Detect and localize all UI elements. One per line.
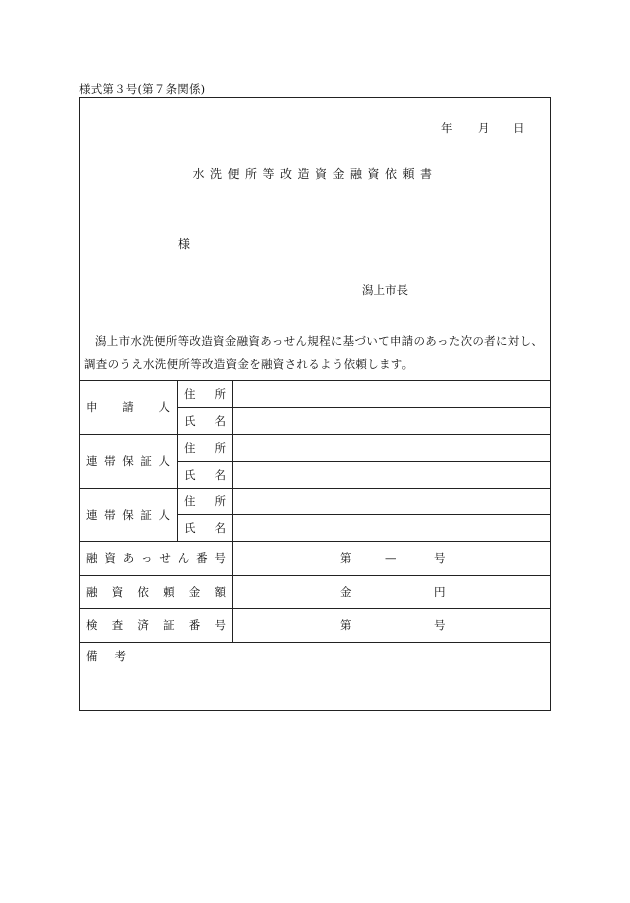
document-title: 水洗便所等改造資金融資依頼書 (192, 167, 438, 181)
applicant-label (86, 380, 170, 434)
column-rule (177, 380, 178, 541)
name-label: 氏 名 (184, 413, 226, 428)
date-year-label: 年 (441, 121, 453, 135)
form-number: 様式第３号(第７条関係) (79, 82, 206, 96)
loan-number-dash: — (385, 551, 397, 565)
address-label: 住 所 (184, 494, 226, 508)
request-body-text: 潟上市水洗便所等改造資金融資あっせん規程に基づいて申請のあった次の者に対し、調査のうえ水洗便所等改造資金を融資されるよう依頼します。 (84, 334, 544, 371)
guarantor-2-label: 連 帯 保 証 人 (86, 507, 170, 522)
applicant-char-3: 人 (158, 400, 170, 414)
row-rule (79, 642, 551, 643)
date-month-label: 月 (478, 121, 490, 135)
loan-amount-label: 融 資 依 頼 金 額 (86, 584, 226, 599)
remarks-label: 備 考 (86, 649, 126, 663)
applicant-char-2: 請 (122, 400, 134, 414)
loan-amount-suffix: 円 (434, 584, 446, 599)
inspection-number-label: 検 査 済 証 番 号 (86, 618, 226, 632)
date-day-label: 日 (513, 121, 525, 135)
address-label: 住 所 (184, 440, 226, 455)
loan-amount-prefix: 金 (340, 584, 352, 599)
name-label: 氏 名 (184, 467, 226, 482)
loan-number-label: 融 資 あ っ せ ん 番 号 (86, 551, 226, 565)
loan-number-suffix: 号 (434, 551, 446, 565)
guarantor-1-label: 連 帯 保 証 人 (86, 454, 170, 468)
applicant-char-1: 申 (86, 400, 98, 414)
inspection-number-suffix: 号 (434, 618, 446, 632)
addressee-suffix: 様 (178, 237, 191, 251)
loan-number-prefix: 第 (340, 551, 352, 565)
row-rule (177, 514, 551, 515)
row-rule (177, 407, 551, 408)
row-rule (177, 461, 551, 462)
address-label: 住 所 (184, 386, 226, 401)
issuer-name: 潟上市長 (362, 283, 408, 297)
inspection-number-prefix: 第 (340, 618, 352, 632)
name-label: 氏 名 (184, 520, 226, 535)
column-rule (232, 380, 233, 642)
